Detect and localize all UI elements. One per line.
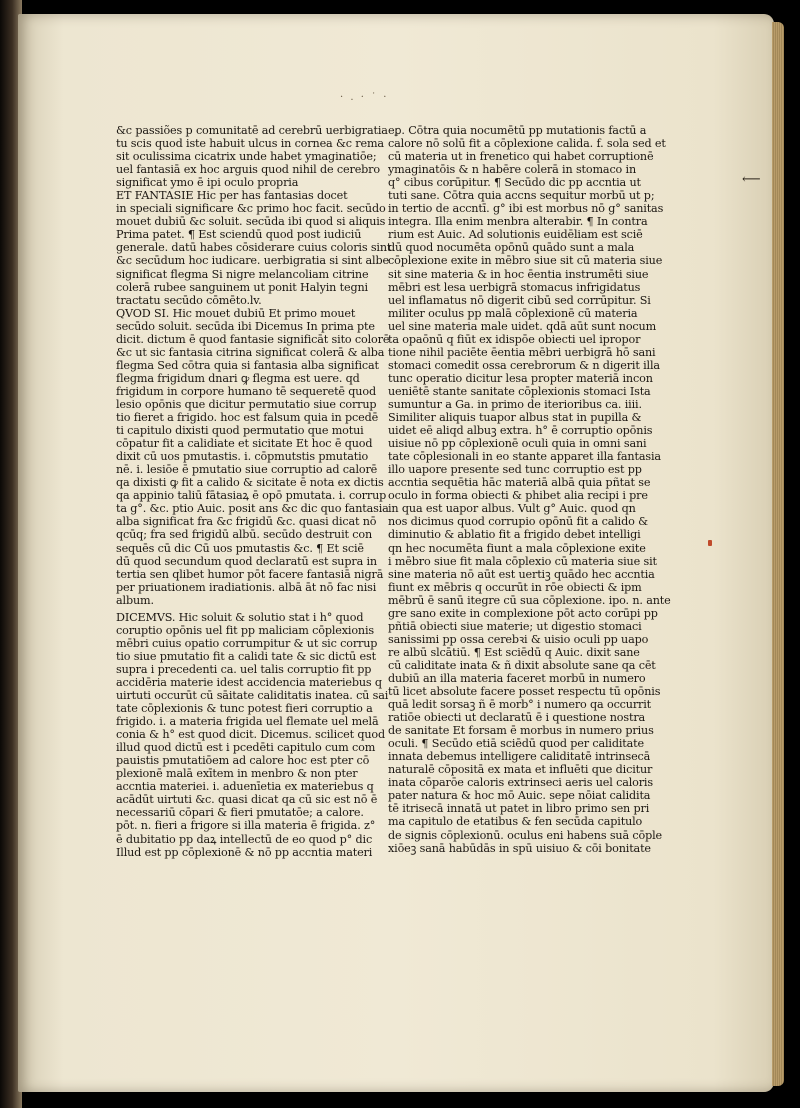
text-line: uirtuti occurūt cū sāitate caliditatis inatea. cū sai <box>116 689 389 703</box>
text-line: conia & h° est quod dicit. Dicemus. scilicet quod <box>116 728 386 742</box>
text-line: re albū slcātiū. ¶ Est sciēdū q Auic. dixit sane <box>388 645 640 659</box>
text-line: uel inflamatus nō digerit cibū sed corrūpitur. Si <box>388 293 651 307</box>
text-line: rium est Auic. Ad solutionis euidēliam est sciē <box>388 228 643 242</box>
text-line: sit oculissima cicatrix unde habet ymaginatiōe; <box>116 150 377 164</box>
text-line: pōt. n. fieri a frigore si illa materia ē frigida. z° <box>116 819 376 833</box>
margin-red-mark <box>708 540 712 546</box>
text-line: significat ymo ē ipi oculo propria <box>116 176 299 190</box>
text-line: de sanitate Et forsam ē morbus in numero prius <box>388 724 654 738</box>
text-line: ti capitulo dixisti quod permutatio que motui <box>116 424 364 438</box>
text-line: inata cōparōe caloris extrinseci aeris uel caloris <box>388 776 653 790</box>
text-line: Illud est pp cōplexionē & nō pp accntia materi <box>116 845 373 859</box>
text-line: fiunt ex mēbris q occurūt in rōe obiecti & ipm <box>388 580 642 594</box>
text-line: eꝑ. Cōtra quia nocumētū pp mutationis factū a <box>388 124 647 137</box>
text-line: dubiū an illa materia faceret morbū in numero <box>388 671 646 685</box>
text-line: album. <box>116 593 154 607</box>
text-line: mēbri est lesa uerbigrā stomacus infrigidatus <box>388 280 641 294</box>
text-line: pater natura & hoc mō Auic. sepe nōiat calidita <box>388 789 651 803</box>
text-line: necessariū cōpari & fieri pmutatōe; a calore. <box>116 806 364 820</box>
text-line: xiōeꝫ sanā habūdās in spū uisiuo & cōi bonitate <box>388 841 651 855</box>
text-line: nos dicimus quod corrupio opōnū fit a calido & <box>388 515 648 529</box>
text-line: DICEMVS. Hic soluit & solutio stat i h° quod <box>116 610 364 624</box>
text-line: plexionē malā exītem in menbro & non pter <box>116 767 358 781</box>
stray-marks: · . · ˙ · <box>340 92 389 103</box>
text-line: cōplexione exite in mēbro siue sit cū materia siue <box>388 254 663 268</box>
text-line: oculo in forma obiecti & phibet alia recipi i pre <box>388 489 648 503</box>
text-line: sanissimi pp ossa cerebꝛi & uisio oculi pp uapo <box>388 632 649 646</box>
text-line: tione nihil paciēte ēentia mēbri uerbigrā hō sani <box>388 345 656 359</box>
text-line: accntia sequētia hāc materiā albā quia pñtat se <box>388 476 651 490</box>
text-line: sumuntur a Ga. in primo de iterioribus ca. iiii. <box>388 397 642 411</box>
left-text-column <box>116 124 392 859</box>
text-line: Prima patet. ¶ Est sciendū quod post iudiciū <box>116 228 362 242</box>
text-line: frigido. i. a materia frigida uel flemate uel melā <box>116 715 379 729</box>
text-line: QVOD SI. Hic mouet dubiū Et primo mouet <box>116 306 356 320</box>
text-line: qcūq; fra sed frigidū albū. secūdo destruit con <box>116 528 373 542</box>
text-line: ratiōe obiecti ut declaratū ē i questione nostra <box>388 711 646 725</box>
text-line: ymaginatōis & n habēre colerā in stomaco in <box>388 163 637 177</box>
text-line: q° cibus corūpitur. ¶ Secūdo dic pp accntia ut <box>388 176 641 190</box>
text-line: tertia sen qlibet humor pōt facere fantasiā nigrā <box>116 567 384 581</box>
text-line: illud quod dictū est i pcedēti capitulo cum com <box>116 741 376 755</box>
text-line: innata debemus intelligere caliditatē intrinsecā <box>388 750 651 764</box>
text-line: mēbrū ē sanū itegre cū sua cōplexione. ipo. n. ante <box>388 593 671 607</box>
text-line: calore nō solū fit a cōplexione calida. f. sola sed et <box>388 137 666 151</box>
text-line: qa appinio taliū fātasiaꝝ ē opō pmutata. i. corrup <box>116 489 387 503</box>
text-line: sine materia nō aūt est uertiꝫ quādo hec accntia <box>388 567 655 581</box>
text-line: flegma frigidum dnari ꝙ flegma est uere. qd <box>116 371 360 385</box>
text-line: tractatu secūdo cōmēto.lv. <box>116 293 262 307</box>
text-line: uisiue nō pp cōplexionē oculi quia in omni sani <box>388 437 647 451</box>
text-line: integra. Illa enim menbra alterabir. ¶ In contra <box>388 215 648 229</box>
text-line: tu scis quod iste habuit ulcus in cornea &c rema <box>116 137 384 151</box>
text-line: tunc operatio dicitur lesa propter materiā incon <box>388 371 653 385</box>
page-edges <box>772 22 784 1086</box>
text-line: pauistis pmutatiōem ad calore hoc est pter cō <box>116 754 370 768</box>
text-line: coruptio opōnis uel fit pp maliciam cōplexionis <box>116 623 374 637</box>
text-line: tate cōplexionis & tunc potest fieri corruptio a <box>116 702 373 716</box>
text-line: ta opaōnū q fiūt ex idispōe obiecti uel ipropor <box>388 332 641 346</box>
text-line: generale. datū habes cōsiderare cuius coloris sint <box>116 241 392 255</box>
text-line: mouet dubiū &c soluit. secūda ibi quod si aliquis <box>116 215 386 229</box>
text-line: secūdo soluit. secūda ibi Dicemus In prima pte <box>116 319 375 333</box>
text-line: tū licet absolute facere posset respectu tū opōnis <box>388 685 661 699</box>
text-line: i mēbro siue fit mala cōplexio cū materia siue sit <box>388 554 657 568</box>
text-line: qa dixisti ꝙ fit a calido & sicitate ē nota ex dictis <box>116 476 384 490</box>
text-line: tio fieret a frigido. hoc est falsum quia in pcedē <box>116 411 379 425</box>
text-line: in speciali significare &c primo hoc facit. secūdo <box>116 202 386 216</box>
text-line: &c passiões p comunitatē ad cerebrū uerbigratia <box>116 124 388 137</box>
text-line: significat flegma Si nigre melancoliam citrine <box>116 267 369 281</box>
text-line: &c secūdum hoc iudicare. uerbigratia si sint albe <box>116 254 389 268</box>
text-line: Similiter aliquis tuapor albus stat in pupilla & <box>388 411 642 425</box>
text-line: tate cōplesionali in eo stante apparet illa fantasia <box>388 450 661 464</box>
text-line: alba significat fra &c frigidū &c. quasi dicat nō <box>116 515 377 529</box>
text-line: ta g°. &c. ptio Auic. posit ans &c dic quo fantasia <box>116 502 389 516</box>
text-line: cū caliditate inata & ñ dixit absolute sane qa cēt <box>388 658 656 672</box>
text-line: uidet eē aliqd albuꝫ extra. h° ē corruptio opōnis <box>388 424 653 438</box>
text-line: ma capitulo de etatibus & fen secūda capitulo <box>388 815 643 829</box>
text-line: de signis cōplexionū. oculus eni habens suā cōple <box>388 828 662 842</box>
text-line: acādūt uirtuti &c. quasi dicat qa cū sic est nō ē <box>116 793 378 807</box>
text-line: tuti sane. Cōtra quia accns sequitur morbū ut p; <box>388 189 655 203</box>
text-line: naturalē cōpositā ex mata et influēti que dicitur <box>388 763 653 777</box>
margin-note-arrow: ⟵ <box>742 172 761 187</box>
text-line: pñtiā obiecti siue materie; ut digestio stomaci <box>388 619 642 633</box>
text-line: stomaci comedit ossa cerebrorum & n digerit illa <box>388 358 660 372</box>
text-line: lesio opōnis que dicitur permutatio siue corrup <box>116 397 377 411</box>
text-line: uel fantasiā ex hoc arguis quod nihil de cerebro <box>116 163 380 177</box>
text-line: illo uapore presente sed tunc corruptio est pp <box>388 463 642 477</box>
text-line: militer oculus pp malā cōplexionē cū materia <box>388 306 638 320</box>
text-line: &c ut sic fantasia citrina significat colerā & alba <box>116 345 385 359</box>
text-line: diminutio & ablatio fit a frigido debet intelligi <box>388 528 641 542</box>
text-line: uel sine materia male uidet. qdā aūt sunt nocum <box>388 319 657 333</box>
text-line: tē itrisecā innatā ut patet in libro primo sen pri <box>388 802 650 816</box>
text-line: sit sine materia & in hoc ēentia instrumēti siue <box>388 267 649 281</box>
text-line: ē dubitatio pp daꝝ intellectū de eo quod p° dic <box>116 832 373 846</box>
text-line: dicit. dictum ē quod fantasie significāt sito colorē <box>116 332 390 346</box>
text-line: dixit cū uos pmutastis. i. cōpmutstis pmutatio <box>116 450 369 464</box>
text-line: per priuationem iradiationis. albā āt nō fac nisi <box>116 580 377 594</box>
right-text-column <box>388 124 671 855</box>
text-line: accidēria materie idest accidencia materiebus q <box>116 675 382 689</box>
text-line: tio siue pmutatio fit a calidi tate & sic dictū est <box>116 649 376 663</box>
text-line: flegma Sed cōtra quia si fantasia alba significat <box>116 358 379 372</box>
text-line: gre sano exite in complexione pōt acto corūpi pp <box>388 606 658 620</box>
text-line: colerā rubee sanguinem ut ponit Halyin tegni <box>116 280 368 294</box>
text-line: quā ledit sorsaꝫ ñ ē morb° i numero qa occurrit <box>388 698 652 712</box>
text-line: qn hec nocumēta fiunt a mala cōplexione exite <box>388 541 646 555</box>
text-line: mēbri cuius opatio corrumpitur & ut sic corrup <box>116 636 378 650</box>
text-line: cōpatur fit a calidiate et sicitate Et hoc ē quod <box>116 437 373 451</box>
text-line: ET FANTASIE Hic per has fantasias docet <box>116 189 348 203</box>
text-line: frigidum in corpore humano tē sequeretē quod <box>116 384 376 398</box>
text-line: supra i precedenti ca. uel talis corruptio fit pp <box>116 662 372 676</box>
text-line: in qua est uapor albus. Vult g° Auic. quod qn <box>388 502 636 516</box>
text-line: accntia materiei. i. aduenīetia ex materiebus q <box>116 780 374 794</box>
text-line: sequēs cū dic Cū uos pmutastis &c. ¶ Et sciē <box>116 541 364 555</box>
text-line: nē. i. lesiōe ē pmutatio siue corruptio ad calorē <box>116 463 378 477</box>
text-line: in tertio de accntī. g° ibi est morbus nō g° sanitas <box>388 202 664 216</box>
text-line: cū materia ut in frenetico qui habet corruptionē <box>388 150 654 164</box>
text-line: ueniētē stante sanitate cōplexionis stomaci Ista <box>388 384 651 398</box>
text-line: dū quod secundum quod declaratū est supra in <box>116 554 377 568</box>
text-line: oculi. ¶ Secūdo etiā sciēdū quod per caliditate <box>388 737 644 751</box>
text-line: dū quod nocumēta opōnū quādo sunt a mala <box>388 241 635 255</box>
